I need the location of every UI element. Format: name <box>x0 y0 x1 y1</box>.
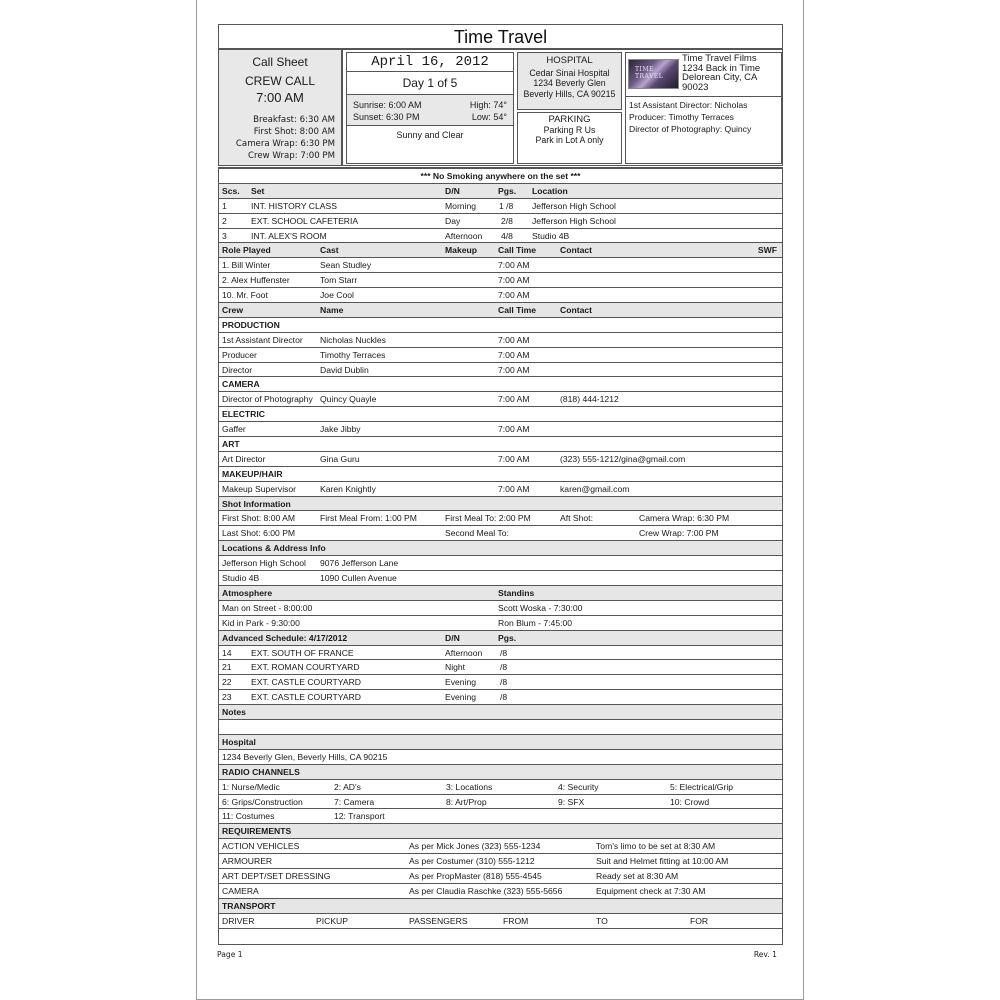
low-temp: Low: 54° <box>471 112 507 122</box>
col-pickup: PICKUP <box>316 915 348 926</box>
first-meal-from: First Meal From: 1:00 PM <box>320 513 417 524</box>
scene-dn: Evening <box>445 677 477 688</box>
atmosphere-header <box>219 586 782 601</box>
location-row <box>219 556 782 571</box>
breakfast-time: Breakfast: 6:30 AM <box>253 115 335 125</box>
scene-set: EXT. SCHOOL CAFETERIA <box>251 215 359 226</box>
crew-name: Quincy Quayle <box>320 394 377 405</box>
parking-panel <box>517 112 622 164</box>
crew-position: Director of Photography <box>222 394 313 405</box>
requirement-note: Equipment check at 7:30 AM <box>596 885 706 896</box>
scene-pages: /8 <box>500 677 508 688</box>
col-dn: D/N <box>445 632 460 643</box>
shoot-day: Day 1 of 5 <box>347 72 513 95</box>
cast-header <box>219 243 782 258</box>
scene-row <box>219 199 782 214</box>
requirement-dept: ARMOURER <box>222 856 273 867</box>
call-times <box>219 114 341 162</box>
cast-row <box>219 258 782 273</box>
hospital-address: 1234 Beverly Glen, Beverly Hills, CA 90215 <box>222 751 388 762</box>
dept-name: PRODUCTION <box>222 319 280 330</box>
crew-call-time: 7:00 AM <box>498 424 530 435</box>
section-heading: TRANSPORT <box>222 900 276 911</box>
section-heading: RADIO CHANNELS <box>222 766 300 777</box>
company-panel <box>625 52 782 164</box>
section-heading: Advanced Schedule: 4/17/2012 <box>222 632 348 643</box>
last-shot: Last Shot: 6:00 PM <box>222 528 296 539</box>
crew-call-time: 7:00 AM <box>498 364 530 375</box>
crew-header <box>219 303 782 318</box>
page-title: Time Travel <box>218 24 783 50</box>
col-passengers: PASSENGERS <box>409 915 468 926</box>
col-location: Location <box>532 185 568 196</box>
crew-name: Jake Jibby <box>320 424 361 435</box>
cast-row <box>219 288 782 303</box>
requirement-row <box>219 884 782 899</box>
col-call-time: Call Time <box>498 305 537 316</box>
dept-name: ART <box>222 439 240 450</box>
advanced-row <box>219 646 782 661</box>
crew-contact: (818) 444-1212 <box>560 394 619 405</box>
standin-item: Ron Blum - 7:45:00 <box>498 617 573 628</box>
scene-dn: Afternoon <box>445 647 483 658</box>
cast-row <box>219 273 782 288</box>
transport-empty-row <box>219 929 782 944</box>
radio-row <box>219 809 782 824</box>
col-role: Role Played <box>222 245 271 256</box>
col-contact: Contact <box>560 305 592 316</box>
location-row <box>219 571 782 586</box>
radio-channel: 4: Security <box>558 781 599 792</box>
radio-header <box>219 765 782 780</box>
requirement-row <box>219 839 782 854</box>
col-dn: D/N <box>445 185 460 196</box>
camera-wrap-time: Camera Wrap: 6:30 PM <box>235 139 335 149</box>
header-block <box>218 50 783 166</box>
cast-call-time: 7:00 AM <box>498 275 530 286</box>
requirement-note: Suit and Helmet fitting at 10:00 AM <box>596 856 729 867</box>
shot-info-row <box>219 526 782 541</box>
shot-info-row <box>219 511 782 526</box>
cast-call-time: 7:00 AM <box>498 260 530 271</box>
scene-pages: 2/8 <box>501 215 513 226</box>
hospital-heading: HOSPITAL <box>546 55 593 66</box>
col-for: FOR <box>690 915 709 926</box>
radio-row <box>219 780 782 795</box>
crew-name: Gina Guru <box>320 453 360 464</box>
col-from: FROM <box>503 915 529 926</box>
col-cast: Cast <box>320 245 339 256</box>
dept-name: CAMERA <box>222 379 260 390</box>
scene-number: 2 <box>222 215 227 226</box>
col-call-time: Call Time <box>498 245 537 256</box>
crew-call-label: CREW CALL <box>244 74 315 88</box>
scene-location: Jefferson High School <box>532 215 616 226</box>
scene-pages: 1 /8 <box>499 200 514 211</box>
document-page <box>196 0 804 1000</box>
crew-wrap: Crew Wrap: 7:00 PM <box>639 528 719 539</box>
scenes-header <box>219 184 782 199</box>
crew-row <box>219 422 782 437</box>
first-shot: First Shot: 8:00 AM <box>222 513 296 524</box>
radio-channel: 9: SFX <box>558 796 585 807</box>
requirement-dept: ACTION VEHICLES <box>222 841 300 852</box>
standins-heading: Standins <box>498 587 535 598</box>
location-name: Studio 4B <box>222 573 260 584</box>
scene-set: EXT. CASTLE COURTYARD <box>251 677 361 688</box>
scene-set: EXT. CASTLE COURTYARD <box>251 692 361 703</box>
crew-call-time: 7:00 AM <box>498 394 530 405</box>
hospital-street: 1234 Beverly Glen <box>533 78 606 88</box>
col-contact: Contact <box>560 245 592 256</box>
scene-number: 21 <box>222 662 232 673</box>
radio-channel: 2: AD's <box>334 781 361 792</box>
second-meal-to: Second Meal To: <box>445 528 509 539</box>
col-to: TO <box>596 915 608 926</box>
atmosphere-row <box>219 601 782 616</box>
crew-contact: karen@gmail.com <box>560 483 630 494</box>
company-city: Delorean City, CA <box>682 72 758 83</box>
dept-production <box>219 318 782 333</box>
company-street: 1234 Back in Time <box>682 62 761 74</box>
revision-number: Rev. 1 <box>753 950 777 959</box>
cast-call-time: 7:00 AM <box>498 290 530 301</box>
scene-row <box>219 229 782 244</box>
scene-location: Studio 4B <box>532 230 570 241</box>
shoot-date: April 16, 2012 <box>347 53 513 72</box>
crew-row <box>219 392 782 407</box>
col-pgs: Pgs. <box>498 185 517 196</box>
requirement-contact: As per PropMaster (818) 555-4545 <box>409 870 542 881</box>
radio-channel: 8: Art/Prop <box>446 796 487 807</box>
hospital-panel <box>517 52 622 110</box>
section-heading: Locations & Address Info <box>222 543 326 554</box>
advanced-row <box>219 690 782 705</box>
col-scs: Scs. <box>222 185 240 196</box>
requirement-dept: CAMERA <box>222 885 259 896</box>
hospital-city: Beverly Hills, CA 90215 <box>523 88 616 99</box>
crew-call-time: 7:00 AM <box>498 453 530 464</box>
sunrise: Sunrise: 6:00 AM <box>353 100 422 110</box>
page-number: Page 1 <box>217 950 243 959</box>
scene-dn: Afternoon <box>445 230 483 241</box>
transport-header <box>219 899 782 914</box>
sunset: Sunset: 6:30 PM <box>353 112 420 122</box>
crew-call-time: 7:00 AM <box>498 349 530 360</box>
aft-shot: Aft Shot: <box>560 513 593 524</box>
radio-channel: 7: Camera <box>334 796 375 807</box>
scene-number: 22 <box>222 677 232 688</box>
location-address: 9076 Jefferson Lane <box>320 558 399 569</box>
col-pgs: Pgs. <box>498 632 517 643</box>
standin-item: Scott Woska - 7:30:00 <box>498 602 583 613</box>
atmosphere-item: Man on Street - 8:00:00 <box>222 602 313 613</box>
requirement-contact: As per Claudia Raschke (323) 555-5656 <box>409 885 563 896</box>
radio-channel: 5: Electrical/Grip <box>670 781 734 792</box>
crew-wrap-time: Crew Wrap: 7:00 PM <box>247 151 335 161</box>
crew-position: Producer <box>222 349 257 360</box>
section-heading: REQUIREMENTS <box>222 826 292 837</box>
section-heading: Shot Information <box>222 498 291 509</box>
hospital-name: Cedar Sinai Hospital <box>529 67 610 78</box>
dept-name: ELECTRIC <box>222 409 265 420</box>
call-sheet-label: Call Sheet <box>252 55 308 69</box>
dept-camera <box>219 377 782 392</box>
crew-row <box>219 348 782 363</box>
first-meal-to: First Meal To: 2:00 PM <box>445 513 531 524</box>
radio-row <box>219 795 782 810</box>
locations-header <box>219 541 782 556</box>
hospital-address-row <box>219 750 782 765</box>
key-crew-dp: Director of Photography: Quincy <box>629 124 752 134</box>
crew-row <box>219 452 782 467</box>
scene-number: 3 <box>222 230 227 241</box>
scene-dn: Morning <box>445 200 477 211</box>
crew-call-time: 7:00 AM <box>256 90 304 105</box>
camera-wrap: Camera Wrap: 6:30 PM <box>639 513 730 524</box>
dept-art <box>219 437 782 452</box>
col-swf: SWF <box>757 245 777 256</box>
parking-heading: PARKING <box>548 114 591 125</box>
col-makeup: Makeup <box>445 245 477 256</box>
requirements-header <box>219 824 782 839</box>
company-name: Time Travel Films <box>682 53 757 64</box>
cast-role: 10. Mr. Foot <box>222 290 268 301</box>
logo-text: TIME TRAVEL <box>635 66 664 80</box>
key-crew-list <box>626 97 781 137</box>
cast-name: Joe Cool <box>320 290 354 301</box>
crew-position: Gaffer <box>222 424 246 435</box>
scene-set: EXT. SOUTH OF FRANCE <box>251 647 354 658</box>
call-sheet-table <box>218 167 783 945</box>
date-weather-panel <box>346 52 514 164</box>
cast-name: Tom Starr <box>320 275 358 286</box>
scene-dn: Evening <box>445 692 477 703</box>
dept-makeup-hair <box>219 467 782 482</box>
radio-channel: 1: Nurse/Medic <box>222 781 280 792</box>
cast-name: Sean Studley <box>320 260 372 271</box>
dept-electric <box>219 407 782 422</box>
radio-channel: 11: Costumes <box>222 811 275 822</box>
crew-row <box>219 363 782 378</box>
scene-number: 23 <box>222 692 232 703</box>
radio-channel: 3: Locations <box>446 781 493 792</box>
weather-conditions: Sunny and Clear <box>396 130 464 140</box>
section-heading: Hospital <box>222 736 256 747</box>
company-zip: 90023 <box>682 81 709 93</box>
high-temp: High: 74° <box>469 100 507 110</box>
crew-call-time: 7:00 AM <box>498 483 530 494</box>
scene-row <box>219 214 782 229</box>
scene-pages: /8 <box>500 692 508 703</box>
key-crew-ad: 1st Assistant Director: Nicholas <box>629 100 748 110</box>
crew-row <box>219 482 782 497</box>
scene-set: INT. HISTORY CLASS <box>251 200 337 211</box>
crew-name: Timothy Terraces <box>320 349 386 360</box>
crew-contact: (323) 555-1212/gina@gmail.com <box>560 453 686 464</box>
scene-pages: /8 <box>500 647 508 658</box>
notes-header <box>219 705 782 720</box>
advanced-row <box>219 675 782 690</box>
section-heading: Atmosphere <box>222 587 273 598</box>
requirement-row <box>219 854 782 869</box>
advanced-schedule-header <box>219 631 782 646</box>
crew-position: Makeup Supervisor <box>222 483 297 494</box>
crew-row <box>219 333 782 348</box>
location-name: Jefferson High School <box>222 558 306 569</box>
col-name: Name <box>320 305 344 316</box>
call-sheet <box>218 24 783 945</box>
transport-columns <box>219 914 782 929</box>
scene-number: 14 <box>222 647 232 658</box>
cast-role: 1. Bill Winter <box>222 260 271 271</box>
company-address <box>682 53 760 96</box>
radio-channel: 10: Crowd <box>670 796 710 807</box>
company-logo-image <box>628 59 679 89</box>
atmosphere-item: Kid in Park - 9:30:00 <box>222 617 300 628</box>
shot-info-header <box>219 497 782 512</box>
section-heading: Notes <box>222 707 246 718</box>
scene-set: INT. ALEX'S ROOM <box>251 230 327 241</box>
hospital-header <box>219 735 782 750</box>
radio-channel: 6: Grips/Construction <box>222 796 303 807</box>
dept-name: MAKEUP/HAIR <box>222 468 283 479</box>
cast-role: 2. Alex Huffenster <box>222 275 290 286</box>
requirement-contact: As per Costumer (310) 555-1212 <box>409 856 535 867</box>
requirement-note: Tom's limo to be set at 8:30 AM <box>596 841 716 852</box>
col-crew: Crew <box>222 305 244 316</box>
radio-channel: 12: Transport <box>334 811 385 822</box>
no-smoking-notice: *** No Smoking anywhere on the set *** <box>219 169 782 184</box>
crew-name: Nicholas Nuckles <box>320 334 386 345</box>
crew-call-panel <box>219 50 343 165</box>
crew-position: 1st Assistant Director <box>222 334 303 345</box>
requirement-row <box>219 869 782 884</box>
scene-number: 1 <box>222 200 227 211</box>
crew-call-time: 7:00 AM <box>498 334 530 345</box>
atmosphere-row <box>219 616 782 631</box>
parking-line-1: Parking R Us <box>543 125 596 135</box>
requirement-note: Ready set at 8:30 AM <box>596 870 679 881</box>
scene-dn: Day <box>445 215 461 226</box>
crew-name: Karen Knightly <box>320 483 376 494</box>
crew-position: Director <box>222 364 253 375</box>
scene-dn: Night <box>445 662 466 673</box>
key-crew-producer: Producer: Timothy Terraces <box>629 112 734 122</box>
requirement-dept: ART DEPT/SET DRESSING <box>222 870 331 881</box>
crew-name: David Dublin <box>320 364 369 375</box>
col-set: Set <box>251 185 265 196</box>
advanced-row <box>219 660 782 675</box>
crew-position: Art Director <box>222 453 266 464</box>
scene-pages: 4/8 <box>501 230 513 241</box>
first-shot-time: First Shot: 8:00 AM <box>253 127 335 137</box>
scene-pages: /8 <box>500 662 508 673</box>
scene-location: Jefferson High School <box>532 200 616 211</box>
weather-times <box>347 95 513 126</box>
scene-set: EXT. ROMAN COURTYARD <box>251 662 360 673</box>
notes-field <box>219 720 782 735</box>
requirement-contact: As per Mick Jones (323) 555-1234 <box>409 841 541 852</box>
location-address: 1090 Cullen Avenue <box>320 573 397 584</box>
parking-line-2: Park in Lot A only <box>535 135 604 145</box>
col-driver: DRIVER <box>222 915 255 926</box>
